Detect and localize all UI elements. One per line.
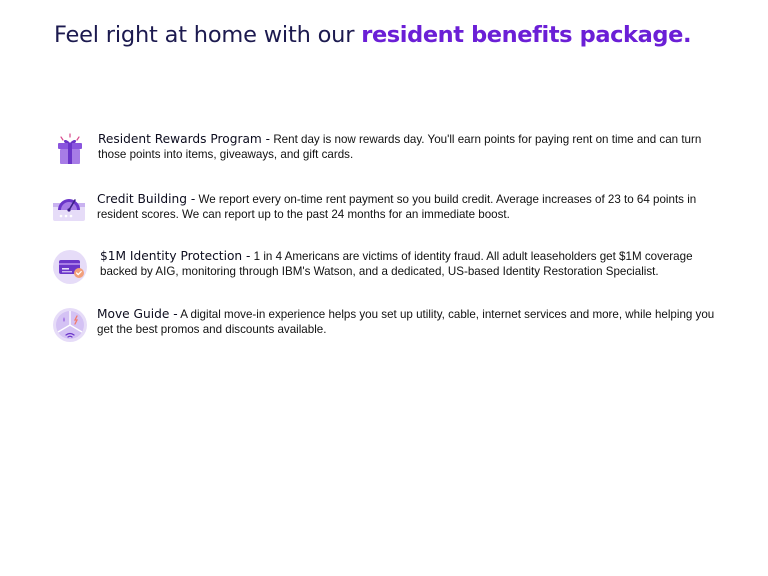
benefit-description: Rent day is now rewards day. You'll earn points for paying rent on time and can turn those points into items, giveaways, and gift cards. <box>98 133 702 162</box>
page-headline <box>54 18 754 52</box>
credit-gauge-icon <box>52 192 88 228</box>
benefit-text <box>100 249 724 280</box>
benefit-text <box>98 132 722 163</box>
headline-prefix: Feel right at home with our <box>54 22 355 48</box>
benefit-title: Move Guide - <box>97 307 178 321</box>
benefit-description: We report every on-time rent payment so you build credit. Average increases of 23 to 64 points in resident scores. We can report up to the past 24 months for an immediate boost. <box>97 193 697 222</box>
benefit-title: $1M Identity Protection - <box>100 249 251 263</box>
benefit-text <box>97 192 721 223</box>
benefit-title: Resident Rewards Program - <box>98 132 271 146</box>
benefit-description: 1 in 4 Americans are victims of identity fraud. All adult leaseholders get $1M coverage backed by AIG, monitoring through IBM's Watson, and a dedicated, US-based Identity Restoration Specialist. <box>100 250 693 279</box>
utilities-icon <box>52 307 88 343</box>
benefit-description: A digital move-in experience helps you set up utility, cable, internet services and more, while helping you get the best promos and discounts available. <box>97 308 715 337</box>
gift-icon <box>52 132 88 168</box>
headline-highlight: resident benefits package. <box>361 22 692 48</box>
benefit-title: Credit Building - <box>97 192 196 206</box>
benefit-text <box>97 307 721 338</box>
identity-card-icon <box>52 249 88 285</box>
